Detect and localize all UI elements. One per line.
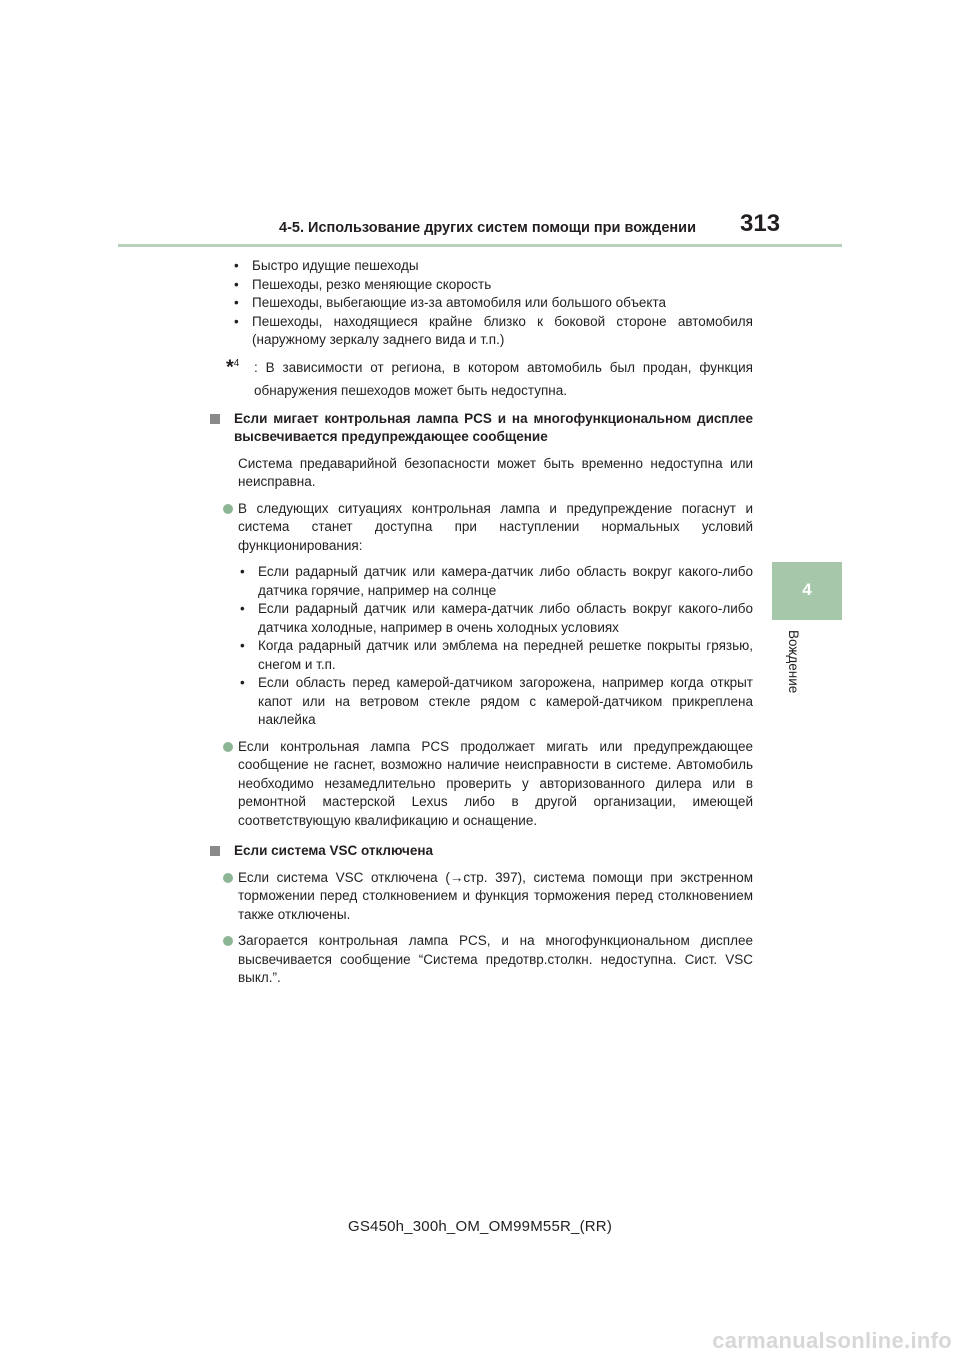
footnote (220, 356, 753, 402)
section-title: 4-5. Использование других систем помощи при вождении (279, 220, 696, 236)
watermark: carmanualsonline.info (712, 1328, 952, 1353)
chapter-label: Вождение (786, 630, 801, 694)
sensor-conditions-list (220, 563, 753, 730)
list-item: • Если область перед камерой-датчиком загорожена, например когда открыт капот или на ветровом стекле рядом с камерой-датчиком прикреплена наклейка (240, 674, 753, 730)
list-item: • Быстро идущие пешеходы (234, 257, 753, 276)
circle-bullet-icon (223, 873, 233, 883)
section-heading-vsc: Если система VSC отключена (220, 842, 753, 861)
page-number: 313 (740, 210, 781, 237)
pedestrian-conditions-list (220, 257, 753, 350)
circle-bullet-icon (223, 504, 233, 514)
list-item: • Пешеходы, выбегающие из-за автомобиля или большого объекта (234, 294, 753, 313)
pcs-item-conditions: В следующих ситуациях контрольная лампа и предупреждение погаснут и система станет доступна при наступлении нормальных условий функционирования: (220, 500, 753, 556)
footnote-text: : В зависимости от региона, в котором автомобиль был продан, функция обнаружения пешеходов может быть недоступна. (254, 359, 753, 398)
document-code: GS450h_300h_OM_OM99M55R_(RR) (347, 1218, 613, 1235)
list-item: • Когда радарный датчик или эмблема на передней решетке покрыты грязью, снегом и т.п. (240, 637, 753, 674)
list-item: • Если радарный датчик или камера-датчик либо область вокруг какого-либо датчика холодные, например в очень холодных условиях (240, 600, 753, 637)
list-item: • Если радарный датчик или камера-датчик либо область вокруг какого-либо датчика горячие, например на солнце (240, 563, 753, 600)
page-content (220, 257, 753, 988)
chapter-tab (772, 562, 842, 620)
list-item: • Пешеходы, находящиеся крайне близко к боковой стороне автомобиля (наружному зеркалу заднего вида и т.п.) (234, 313, 753, 350)
pcs-item-malfunction: Если контрольная лампа PCS продолжает мигать или предупреждающее сообщение не гаснет, возможно наличие неисправности в системе. Автомобиль необходимо незамедлительно проверить у авторизованного дилера или в ремонтной мастерской Lexus либо в другой организации, имеющей соответствующую квалификацию и оснащение. (220, 738, 753, 831)
square-bullet-icon (210, 846, 220, 856)
chapter-number: 4 (802, 580, 812, 599)
circle-bullet-icon (223, 936, 233, 946)
vsc-item-message: Загорается контрольная лампа PCS, и на многофункциональном дисплее высвечивается сообщение “Система предотвр.столкн. недоступна. Сист. VSC выкл.”. (220, 932, 753, 988)
header-divider (118, 244, 842, 247)
list-item: • Пешеходы, резко меняющие скорость (234, 276, 753, 295)
pcs-intro-text: Система предаварийной безопасности может быть временно недоступна или неисправна. (238, 455, 753, 489)
circle-bullet-icon (223, 742, 233, 752)
square-bullet-icon (210, 414, 220, 424)
footnote-mark: *$^4$ (226, 356, 240, 379)
vsc-item-disabled: Если система VSC отключена (→стр. 397), система помощи при экстренном торможении перед столкновением и функция торможения перед столкновением также отключены. (220, 869, 753, 925)
section-heading-pcs: Если мигает контрольная лампа PCS и на многофункциональном дисплее высвечивается предупреждающее сообщение (220, 410, 753, 447)
